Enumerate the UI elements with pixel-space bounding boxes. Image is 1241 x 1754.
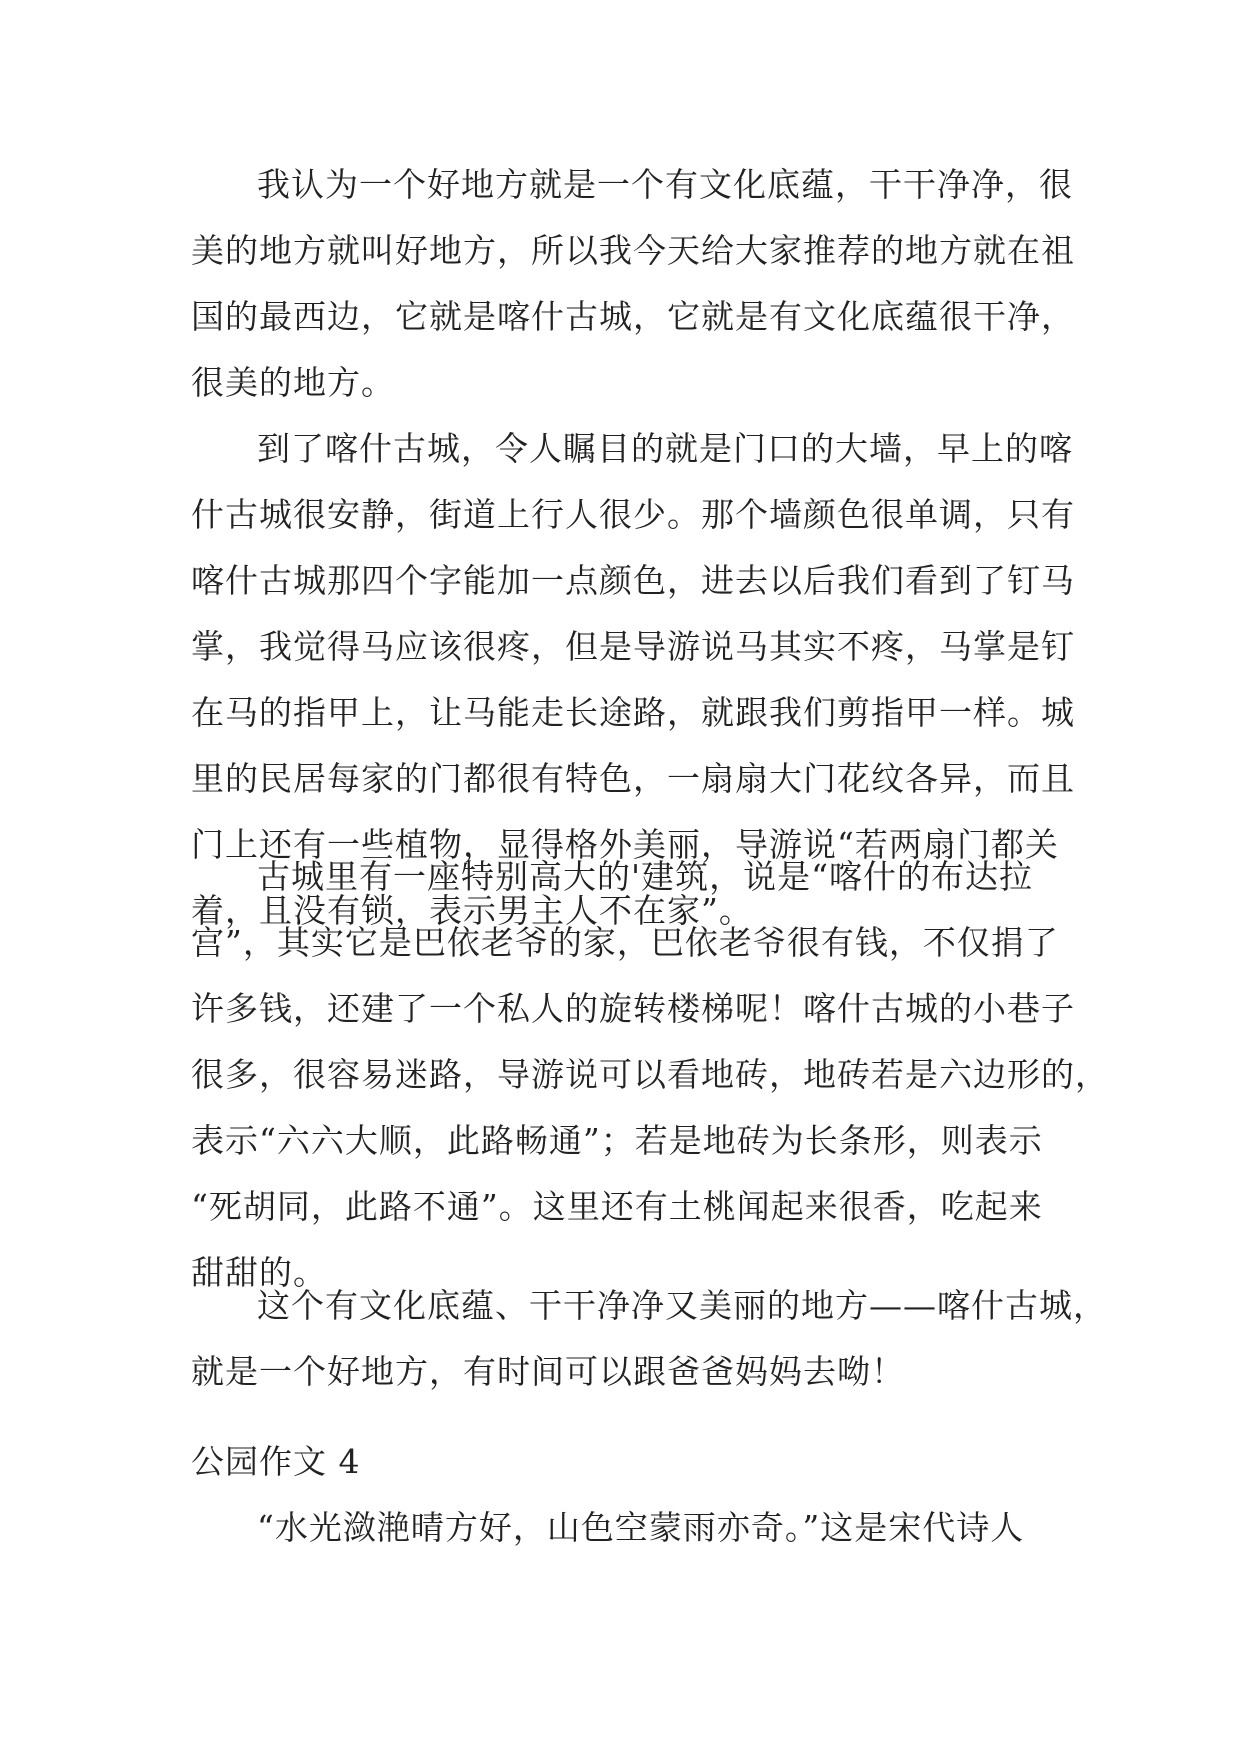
text-line: 掌，我觉得马应该很疼，但是导游说马其实不疼，马掌是钉 xyxy=(191,627,1075,666)
text-line: 表示“六六大顺，此路畅通”；若是地砖为长条形，则表示 xyxy=(191,1121,1043,1160)
text-line: 我认为一个好地方就是一个有文化底蕴，干干净净，很 xyxy=(257,165,1073,204)
paragraph-4 xyxy=(191,1273,1107,1405)
text-line: 就是一个好地方，有时间可以跟爸爸妈妈去呦！ xyxy=(191,1352,905,1391)
heading-text: 公园作文 4 xyxy=(191,1442,361,1481)
text-line: 门上还有一些植物，显得格外美丽，导游说“若两扇门都关 xyxy=(191,825,1059,864)
text-line: 很美的地方。 xyxy=(191,363,395,402)
text-line: 什古城很安静，街道上行人很少。那个墙颜色很单调，只有 xyxy=(191,495,1075,534)
text-line: “死胡同，此路不通”。这里还有土桃闻起来很香，吃起来 xyxy=(191,1187,1043,1226)
text-line: 宫”，其实它是巴依老爷的家，巴依老爷很有钱，不仅捐了 xyxy=(191,923,1059,962)
text-line: 很多，很容易迷路，导游说可以看地砖，地砖若是六边形的， xyxy=(191,1055,1109,1094)
section-heading xyxy=(191,1429,1051,1495)
text-line: 里的民居每家的门都很有特色，一扇扇大门花纹各异，而且 xyxy=(191,759,1075,798)
text-line: “水光潋滟晴方好，山色空蒙雨亦奇。”这是宋代诗人 xyxy=(257,1508,1025,1547)
text-line: 这个有文化底蕴、干干净净又美丽的地方——喀什古城， xyxy=(257,1286,1107,1325)
text-line: 着，且没有锁，表示男主人不在家”。 xyxy=(191,891,753,930)
paragraph-1 xyxy=(191,152,1075,416)
text-line: 国的最西边，它就是喀什古城，它就是有文化底蕴很干净， xyxy=(191,297,1075,336)
text-line: 在马的指甲上，让马能走长途路，就跟我们剪指甲一样。城 xyxy=(191,693,1075,732)
text-line: 喀什古城那四个字能加一点颜色，进去以后我们看到了钉马 xyxy=(191,561,1075,600)
text-line: 古城里有一座特别高大的'建筑，说是“喀什的布达拉 xyxy=(257,857,1033,896)
text-line: 许多钱，还建了一个私人的旋转楼梯呢！喀什古城的小巷子 xyxy=(191,989,1075,1028)
text-line: 美的地方就叫好地方，所以我今天给大家推荐的地方就在祖 xyxy=(191,231,1075,270)
paragraph-5 xyxy=(191,1495,1051,1561)
text-line: 甜甜的。 xyxy=(191,1253,327,1292)
text-line: 到了喀什古城，令人瞩目的就是门口的大墙，早上的喀 xyxy=(257,429,1073,468)
